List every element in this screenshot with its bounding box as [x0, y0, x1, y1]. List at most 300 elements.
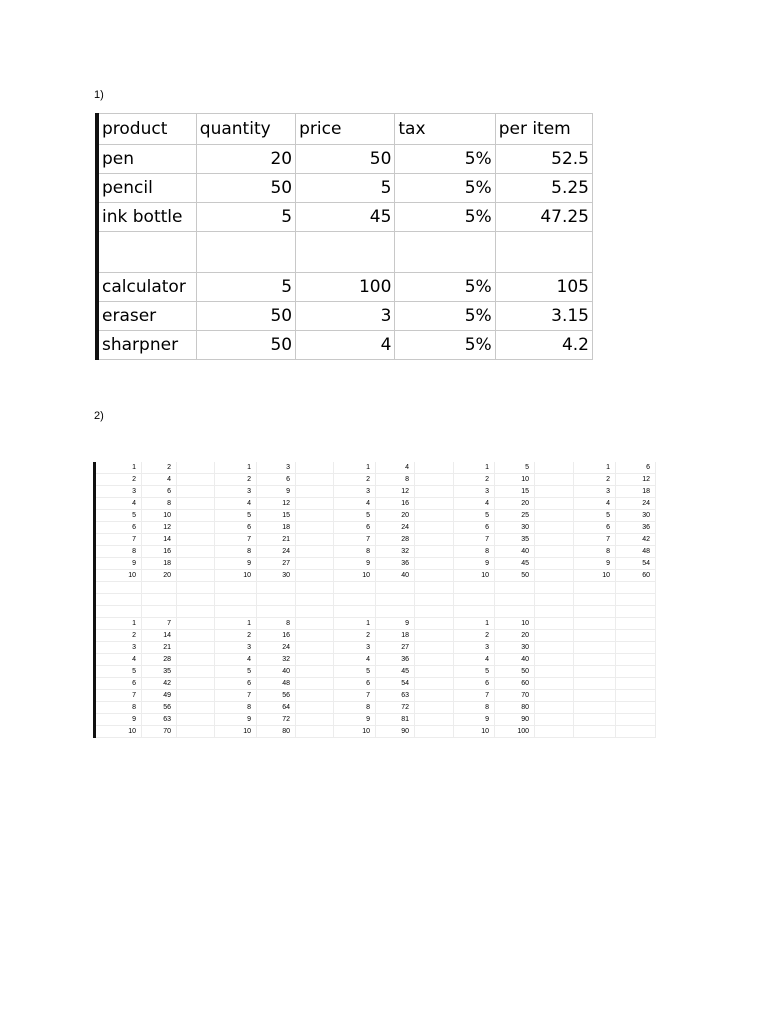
- grid-cell-empty: [415, 522, 454, 534]
- grid-cell-empty: [535, 582, 574, 594]
- grid-cell-product: 8: [257, 618, 296, 630]
- grid-cell-empty: [177, 498, 215, 510]
- grid-cell-n: 8: [215, 546, 257, 558]
- cell-empty: [495, 232, 592, 273]
- grid-cell-empty: [495, 606, 535, 618]
- grid-cell-empty: [296, 486, 334, 498]
- header-quantity: quantity: [196, 114, 295, 145]
- cell-quantity: 50: [196, 302, 295, 331]
- grid-cell-empty: [296, 510, 334, 522]
- grid-cell-empty: [535, 462, 574, 474]
- section-label-2: 2): [94, 410, 104, 422]
- grid-cell-empty: [616, 666, 656, 678]
- grid-cell-product: 50: [495, 570, 535, 582]
- grid-cell-empty: [415, 618, 454, 630]
- grid-cell-empty: [334, 594, 376, 606]
- grid-cell-empty: [177, 570, 215, 582]
- grid-cell-n: 4: [334, 498, 376, 510]
- grid-cell-product: 18: [142, 558, 177, 570]
- grid-cell-empty: [574, 618, 616, 630]
- grid-cell-n: 2: [454, 474, 495, 486]
- grid-cell-product: 15: [257, 510, 296, 522]
- section-label-1: 1): [94, 89, 104, 101]
- grid-cell-empty: [177, 642, 215, 654]
- grid-cell-product: 30: [495, 642, 535, 654]
- grid-cell-product: 21: [142, 642, 177, 654]
- cell-tax: 5%: [395, 273, 495, 302]
- grid-cell-n: 8: [574, 546, 616, 558]
- grid-cell-product: 30: [257, 570, 296, 582]
- grid-row: [95, 654, 678, 666]
- cell-empty: [196, 232, 295, 273]
- grid-cell-product: 21: [257, 534, 296, 546]
- grid-cell-product: 63: [376, 690, 415, 702]
- cell-empty: [97, 232, 196, 273]
- grid-cell-n: 2: [454, 630, 495, 642]
- grid-cell-product: 40: [376, 570, 415, 582]
- grid-cell-n: 9: [574, 558, 616, 570]
- grid-cell-product: 16: [257, 630, 296, 642]
- grid-cell-n: 9: [454, 714, 495, 726]
- cell-product: calculator: [97, 273, 196, 302]
- grid-cell-product: 20: [495, 498, 535, 510]
- grid-cell-product: 70: [142, 726, 177, 738]
- grid-cell-n: 8: [334, 702, 376, 714]
- grid-cell-n: 8: [215, 702, 257, 714]
- grid-cell-empty: [574, 678, 616, 690]
- grid-cell-empty: [415, 654, 454, 666]
- cell-price: 100: [296, 273, 395, 302]
- grid-cell-empty: [616, 618, 656, 630]
- grid-cell-product: 40: [257, 666, 296, 678]
- grid-row: [95, 690, 678, 702]
- product-table-header-row: [97, 114, 593, 145]
- grid-cell-empty: [95, 594, 142, 606]
- grid-cell-empty: [296, 474, 334, 486]
- grid-cell-empty: [415, 498, 454, 510]
- grid-cell-n: 10: [334, 570, 376, 582]
- grid-cell-product: 14: [142, 534, 177, 546]
- cell-quantity: 50: [196, 331, 295, 360]
- grid-cell-n: 2: [95, 474, 142, 486]
- grid-cell-n: 1: [454, 618, 495, 630]
- grid-cell-empty: [296, 606, 334, 618]
- grid-cell-empty: [616, 702, 656, 714]
- grid-cell-product: 45: [376, 666, 415, 678]
- grid-cell-empty: [616, 594, 656, 606]
- grid-cell-empty: [177, 594, 215, 606]
- grid-cell-n: 3: [95, 642, 142, 654]
- cell-per-item: 4.2: [495, 331, 592, 360]
- grid-cell-n: 6: [334, 522, 376, 534]
- grid-row: [95, 558, 678, 570]
- grid-cell-empty: [574, 690, 616, 702]
- grid-cell-product: 14: [142, 630, 177, 642]
- grid-cell-n: 10: [95, 570, 142, 582]
- grid-cell-empty: [574, 642, 616, 654]
- grid-cell-empty: [535, 666, 574, 678]
- grid-cell-empty: [177, 678, 215, 690]
- grid-cell-empty: [495, 594, 535, 606]
- grid-cell-n: 10: [574, 570, 616, 582]
- grid-cell-n: 7: [215, 690, 257, 702]
- grid-cell-empty: [415, 462, 454, 474]
- cell-tax: 5%: [395, 203, 495, 232]
- grid-cell-empty: [95, 606, 142, 618]
- grid-row: [95, 630, 678, 642]
- grid-cell-n: 3: [215, 642, 257, 654]
- grid-row: [95, 678, 678, 690]
- grid-cell-empty: [415, 630, 454, 642]
- grid-cell-product: 20: [142, 570, 177, 582]
- cell-per-item: 5.25: [495, 174, 592, 203]
- cell-empty: [296, 232, 395, 273]
- grid-cell-n: 7: [454, 690, 495, 702]
- grid-cell-n: 7: [454, 534, 495, 546]
- grid-cell-empty: [574, 630, 616, 642]
- grid-row: [95, 714, 678, 726]
- grid-cell-n: 5: [454, 666, 495, 678]
- grid-cell-empty: [177, 606, 215, 618]
- grid-cell-empty: [415, 690, 454, 702]
- grid-row-empty: [95, 582, 678, 594]
- grid-cell-n: 9: [95, 714, 142, 726]
- grid-cell-product: 35: [142, 666, 177, 678]
- grid-cell-empty: [535, 618, 574, 630]
- grid-cell-empty: [616, 714, 656, 726]
- grid-cell-empty: [177, 726, 215, 738]
- grid-row: [95, 498, 678, 510]
- grid-cell-product: 24: [616, 498, 656, 510]
- grid-cell-empty: [177, 654, 215, 666]
- grid-row-empty: [95, 606, 678, 618]
- grid-cell-product: 10: [142, 510, 177, 522]
- grid-cell-empty: [142, 582, 177, 594]
- grid-cell-empty: [535, 726, 574, 738]
- grid-cell-n: 6: [215, 678, 257, 690]
- grid-cell-empty: [415, 534, 454, 546]
- grid-cell-product: 35: [495, 534, 535, 546]
- grid-cell-product: 10: [495, 618, 535, 630]
- grid-cell-n: 1: [574, 462, 616, 474]
- grid-cell-empty: [415, 558, 454, 570]
- grid-cell-empty: [415, 714, 454, 726]
- grid-cell-empty: [376, 582, 415, 594]
- grid-cell-product: 42: [616, 534, 656, 546]
- grid-cell-product: 12: [616, 474, 656, 486]
- grid-cell-empty: [535, 570, 574, 582]
- grid-cell-n: 4: [574, 498, 616, 510]
- grid-cell-product: 72: [257, 714, 296, 726]
- grid-cell-product: 42: [142, 678, 177, 690]
- table-row: [97, 203, 593, 232]
- header-product: product: [97, 114, 196, 145]
- grid-cell-empty: [415, 510, 454, 522]
- grid-cell-n: 1: [215, 618, 257, 630]
- grid-cell-empty: [616, 642, 656, 654]
- grid-cell-n: 1: [95, 462, 142, 474]
- grid-cell-n: 3: [95, 486, 142, 498]
- cell-tax: 5%: [395, 145, 495, 174]
- grid-cell-empty: [177, 582, 215, 594]
- grid-cell-product: 18: [616, 486, 656, 498]
- grid-cell-n: 5: [95, 510, 142, 522]
- grid-cell-product: 28: [142, 654, 177, 666]
- grid-cell-n: 10: [215, 726, 257, 738]
- cell-empty: [395, 232, 495, 273]
- grid-cell-n: 2: [95, 630, 142, 642]
- grid-row: [95, 666, 678, 678]
- grid-cell-product: 36: [376, 654, 415, 666]
- grid-cell-empty: [296, 678, 334, 690]
- grid-cell-empty: [574, 714, 616, 726]
- header-tax: tax: [395, 114, 495, 145]
- grid-cell-empty: [334, 582, 376, 594]
- grid-cell-empty: [177, 510, 215, 522]
- grid-cell-product: 27: [376, 642, 415, 654]
- grid-cell-product: 12: [257, 498, 296, 510]
- grid-cell-empty: [296, 702, 334, 714]
- grid-cell-empty: [454, 594, 495, 606]
- cell-per-item: 105: [495, 273, 592, 302]
- grid-cell-n: 6: [95, 678, 142, 690]
- grid-cell-empty: [616, 582, 656, 594]
- grid-cell-n: 3: [454, 642, 495, 654]
- grid-cell-empty: [535, 606, 574, 618]
- grid-cell-product: 32: [257, 654, 296, 666]
- grid-cell-n: 8: [95, 702, 142, 714]
- grid-cell-n: 6: [454, 678, 495, 690]
- grid-cell-empty: [574, 654, 616, 666]
- table-row: [97, 331, 593, 360]
- grid-cell-n: 3: [334, 642, 376, 654]
- grid-cell-empty: [177, 474, 215, 486]
- grid-cell-product: 6: [616, 462, 656, 474]
- grid-cell-empty: [535, 486, 574, 498]
- grid-cell-product: 100: [495, 726, 535, 738]
- grid-cell-product: 54: [616, 558, 656, 570]
- grid-cell-n: 8: [454, 546, 495, 558]
- grid-cell-empty: [616, 678, 656, 690]
- grid-cell-empty: [535, 630, 574, 642]
- grid-cell-n: 5: [454, 510, 495, 522]
- cell-product: pen: [97, 145, 196, 174]
- grid-cell-empty: [177, 714, 215, 726]
- grid-cell-product: 36: [616, 522, 656, 534]
- grid-cell-empty: [454, 606, 495, 618]
- grid-cell-empty: [215, 582, 257, 594]
- cell-product: pencil: [97, 174, 196, 203]
- grid-cell-product: 24: [257, 642, 296, 654]
- grid-cell-empty: [616, 654, 656, 666]
- grid-cell-n: 6: [574, 522, 616, 534]
- grid-cell-empty: [535, 510, 574, 522]
- grid-cell-product: 2: [142, 462, 177, 474]
- grid-row: [95, 462, 678, 474]
- grid-cell-n: 10: [454, 726, 495, 738]
- cell-quantity: 5: [196, 203, 295, 232]
- grid-cell-empty: [376, 606, 415, 618]
- grid-cell-n: 7: [95, 534, 142, 546]
- grid-cell-n: 3: [334, 486, 376, 498]
- grid-cell-n: 10: [334, 726, 376, 738]
- grid-cell-empty: [177, 690, 215, 702]
- grid-cell-empty: [296, 582, 334, 594]
- grid-cell-product: 32: [376, 546, 415, 558]
- cell-per-item: 3.15: [495, 302, 592, 331]
- grid-cell-empty: [177, 546, 215, 558]
- grid-cell-empty: [142, 606, 177, 618]
- grid-cell-n: 4: [454, 654, 495, 666]
- grid-cell-empty: [415, 546, 454, 558]
- grid-cell-product: 36: [376, 558, 415, 570]
- grid-row: [95, 546, 678, 558]
- grid-cell-n: 7: [215, 534, 257, 546]
- grid-cell-empty: [415, 726, 454, 738]
- grid-cell-product: 45: [495, 558, 535, 570]
- grid-cell-product: 12: [376, 486, 415, 498]
- grid-cell-n: 4: [454, 498, 495, 510]
- grid-row: [95, 486, 678, 498]
- grid-cell-product: 48: [616, 546, 656, 558]
- cell-price: 5: [296, 174, 395, 203]
- grid-cell-empty: [535, 498, 574, 510]
- grid-cell-empty: [334, 606, 376, 618]
- grid-cell-empty: [296, 558, 334, 570]
- cell-tax: 5%: [395, 174, 495, 203]
- grid-cell-empty: [257, 606, 296, 618]
- grid-cell-empty: [296, 546, 334, 558]
- grid-cell-n: 2: [215, 474, 257, 486]
- grid-cell-n: 1: [95, 618, 142, 630]
- grid-cell-product: 54: [376, 678, 415, 690]
- grid-cell-product: 30: [495, 522, 535, 534]
- grid-cell-product: 48: [257, 678, 296, 690]
- grid-row: [95, 474, 678, 486]
- grid-cell-product: 60: [495, 678, 535, 690]
- grid-cell-empty: [296, 714, 334, 726]
- grid-cell-empty: [535, 558, 574, 570]
- cell-quantity: 20: [196, 145, 295, 174]
- table-row: [97, 174, 593, 203]
- grid-row: [95, 570, 678, 582]
- grid-cell-empty: [257, 582, 296, 594]
- grid-cell-n: 3: [574, 486, 616, 498]
- grid-cell-product: 60: [616, 570, 656, 582]
- grid-cell-product: 80: [495, 702, 535, 714]
- grid-row: [95, 618, 678, 630]
- grid-cell-empty: [574, 594, 616, 606]
- grid-cell-n: 1: [454, 462, 495, 474]
- grid-cell-product: 18: [376, 630, 415, 642]
- grid-cell-n: 2: [574, 474, 616, 486]
- grid-cell-n: 4: [95, 654, 142, 666]
- grid-cell-n: 5: [334, 666, 376, 678]
- grid-cell-n: 5: [215, 666, 257, 678]
- grid-cell-empty: [376, 594, 415, 606]
- multiplication-tables-grid: [93, 462, 679, 738]
- grid-row: [95, 510, 678, 522]
- grid-cell-empty: [616, 690, 656, 702]
- grid-cell-empty: [177, 702, 215, 714]
- grid-cell-product: 80: [257, 726, 296, 738]
- grid-cell-product: 64: [257, 702, 296, 714]
- grid-cell-n: 5: [334, 510, 376, 522]
- product-price-table: [95, 113, 593, 360]
- cell-quantity: 5: [196, 273, 295, 302]
- cell-per-item: 52.5: [495, 145, 592, 174]
- cell-price: 45: [296, 203, 395, 232]
- grid-row: [95, 534, 678, 546]
- grid-cell-n: 9: [334, 558, 376, 570]
- grid-cell-product: 56: [142, 702, 177, 714]
- grid-cell-empty: [296, 726, 334, 738]
- grid-cell-n: 6: [454, 522, 495, 534]
- grid-row: [95, 642, 678, 654]
- cell-tax: 5%: [395, 302, 495, 331]
- grid-cell-empty: [574, 582, 616, 594]
- grid-cell-product: 15: [495, 486, 535, 498]
- grid-cell-product: 24: [257, 546, 296, 558]
- grid-cell-empty: [535, 594, 574, 606]
- grid-cell-n: 7: [574, 534, 616, 546]
- grid-cell-product: 5: [495, 462, 535, 474]
- grid-cell-empty: [415, 582, 454, 594]
- grid-cell-n: 2: [215, 630, 257, 642]
- grid-cell-empty: [296, 498, 334, 510]
- grid-cell-empty: [415, 474, 454, 486]
- grid-cell-product: 9: [376, 618, 415, 630]
- grid-cell-empty: [535, 546, 574, 558]
- grid-cell-n: 7: [334, 690, 376, 702]
- grid-cell-empty: [616, 726, 656, 738]
- grid-cell-n: 5: [95, 666, 142, 678]
- grid-cell-product: 6: [142, 486, 177, 498]
- grid-cell-n: 9: [454, 558, 495, 570]
- grid-cell-product: 63: [142, 714, 177, 726]
- grid-cell-empty: [535, 534, 574, 546]
- grid-cell-product: 9: [257, 486, 296, 498]
- grid-cell-n: 2: [334, 474, 376, 486]
- grid-cell-empty: [296, 666, 334, 678]
- grid-cell-empty: [415, 594, 454, 606]
- grid-cell-empty: [535, 474, 574, 486]
- grid-cell-n: 9: [95, 558, 142, 570]
- grid-cell-product: 25: [495, 510, 535, 522]
- grid-cell-empty: [415, 642, 454, 654]
- grid-cell-empty: [95, 582, 142, 594]
- grid-cell-product: 24: [376, 522, 415, 534]
- grid-cell-empty: [574, 702, 616, 714]
- grid-cell-empty: [215, 606, 257, 618]
- grid-cell-empty: [535, 642, 574, 654]
- grid-cell-empty: [296, 654, 334, 666]
- grid-cell-product: 90: [495, 714, 535, 726]
- grid-cell-product: 10: [495, 474, 535, 486]
- grid-cell-product: 16: [142, 546, 177, 558]
- grid-cell-n: 6: [334, 678, 376, 690]
- grid-cell-n: 5: [215, 510, 257, 522]
- grid-cell-empty: [415, 570, 454, 582]
- grid-row: [95, 702, 678, 714]
- grid-cell-n: 10: [454, 570, 495, 582]
- grid-cell-product: 20: [376, 510, 415, 522]
- grid-cell-product: 4: [142, 474, 177, 486]
- grid-cell-n: 3: [215, 486, 257, 498]
- grid-cell-empty: [535, 654, 574, 666]
- grid-cell-product: 56: [257, 690, 296, 702]
- grid-cell-product: 90: [376, 726, 415, 738]
